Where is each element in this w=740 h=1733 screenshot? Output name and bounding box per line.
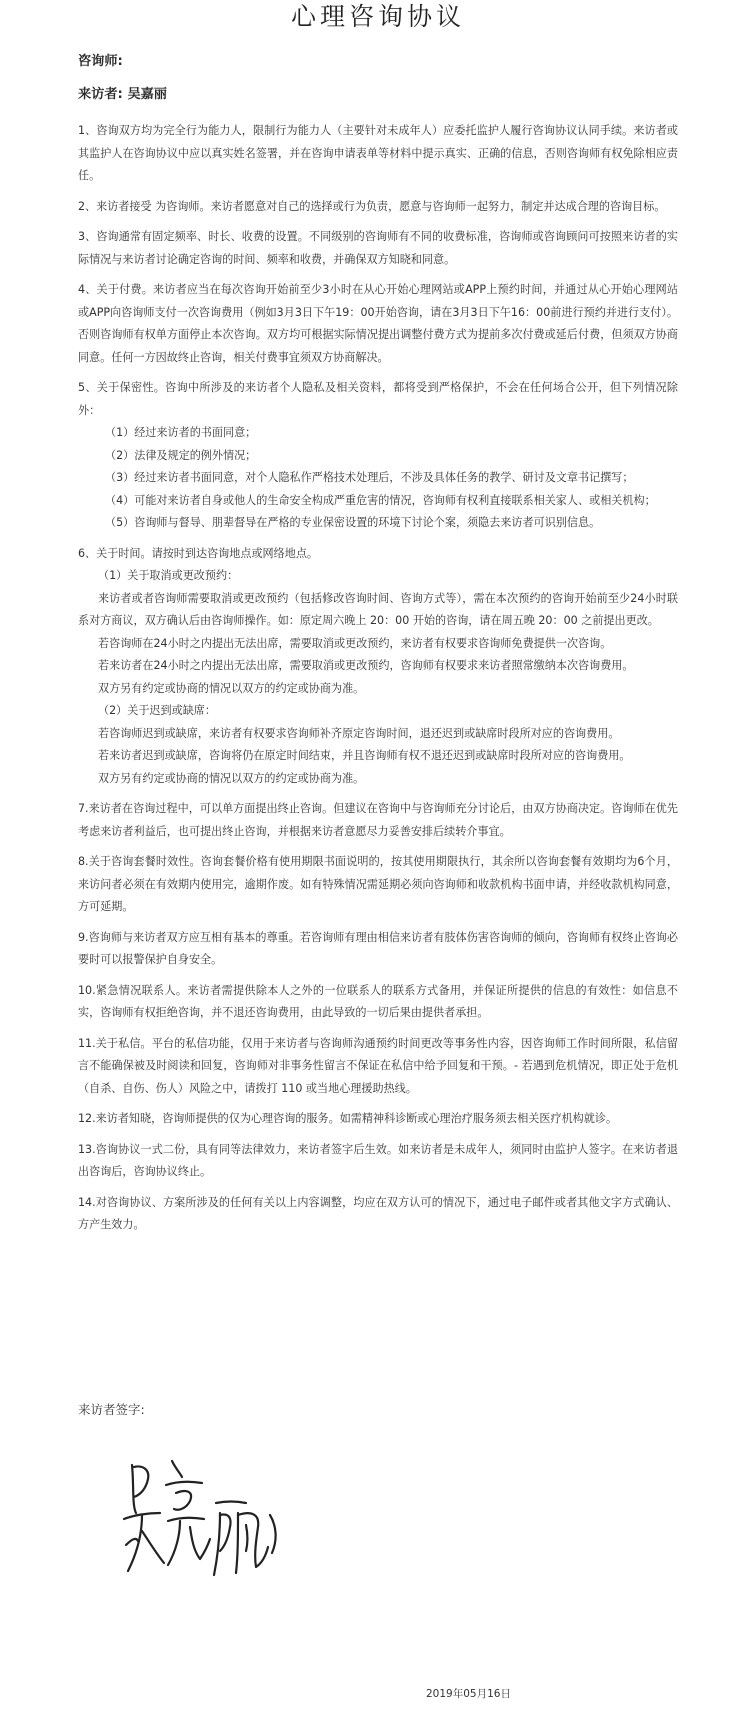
clause-5-item: （3）经过来访者书面同意，对个人隐私作严格技术处理后，不涉及具体任务的教学、研讨及文章书记撰写； bbox=[105, 471, 634, 484]
visitor-name: 吴嘉丽 bbox=[127, 87, 167, 102]
clause-13: 13.咨询协议一式二份，具有同等法律效力，来访者签字后生效。如来访者是未成年人，须同时由监护人签字。在来访者退出咨询后，咨询协议终止。 bbox=[78, 1142, 678, 1178]
clause-4: 4、关于付费。来访者应当在每次咨询开始前至少3小时在从心开始心理网站或APP上预约时间，并通过从心开始心理网站或APP向咨询师支付一次咨询费用（例如3月3日下午19：00开始咨询，请在3月3日下午16：00前进行预约并进行支付）。否则咨询师有权单方面停止本次咨询。双方均可根据实际情况提出调整付费方式为提前多次付费或延后付费，但须双方协商同意。任何一方因故终止咨询，相关付费事宜须双方协商解决。 bbox=[78, 283, 678, 364]
clause-1: 1、咨询双方均为完全行为能力人，限制行为能力人（主要针对未成年人）应委托监护人履行咨询协议认同手续。来访者或其监护人在咨询协议中应以真实姓名签署，并在咨询申请表单等材料中提示真实、正确的信息，否则咨询师有权免除相应责任。 bbox=[78, 124, 678, 182]
clause-2: 2、来访者接受 为咨询师。来访者愿意对自己的选择或行为负责，愿意与咨询师一起努力，制定并达成合理的咨询目标。 bbox=[78, 199, 666, 213]
counselor-label: 咨询师: bbox=[78, 54, 123, 69]
visitor-label: 来访者: bbox=[78, 87, 123, 102]
clause-5-item: （2）法律及规定的例外情况； bbox=[105, 448, 257, 462]
clause-5-item: （4）可能对来访者自身或他人的生命安全构成严重危害的情况，咨询师有权利直接联系相关家人、或相关机构； bbox=[105, 493, 656, 507]
clause-6: 6、关于时间。请按时到达咨询地点或网络地点。 bbox=[78, 546, 319, 560]
clause-6-sub2-title: （2）关于迟到或缺席： bbox=[98, 704, 216, 717]
clause-6-group bbox=[78, 543, 678, 791]
clause-6-sub1-title: （1）关于取消或更改预约： bbox=[98, 569, 239, 582]
clause-7: 7.来访者在咨询过程中，可以单方面提出终止咨询。但建议在咨询中与咨询师充分讨论后，由双方协商决定。咨询师在优先考虑来访者利益后，也可提出终止咨询，并根据来访者意愿尽力妥善安排后续转介事宜。 bbox=[78, 802, 678, 838]
signing-date: 2019年05月16日 bbox=[426, 1688, 511, 1700]
clause-6-sub2-line: 若来访者迟到或缺席，咨询将仍在原定时间结束，并且咨询师有权不退还迟到或缺席时段所对应的咨询费用。 bbox=[98, 749, 631, 762]
clause-11: 11.关于私信。平台的私信功能，仅用于来访者与咨询师沟通预约时间更改等事务性内容，因咨询师工作时间所限，私信留言不能确保被及时阅读和回复，咨询师对非事务性留言不保证在私信中给予回复和干预。- 若遇到危机情况，即正处于危机（自杀、自伤、伤人）风险之中，请拨打 110 或当地心理援助热线。 bbox=[78, 1036, 678, 1095]
visitor-line bbox=[78, 87, 678, 103]
clause-10: 10.紧急情况联系人。来访者需提供除本人之外的一位联系人的联系方式备用，并保证所提供的信息的有效性：如信息不实，咨询师有权拒绝咨询，并不退还咨询费用，由此导致的一切后果由提供者承担。 bbox=[78, 983, 678, 1019]
document-title: 心理咨询协议 bbox=[290, 2, 465, 31]
clause-12: 12.来访者知晓，咨询师提供的仅为心理咨询的服务。如需精神科诊断或心理治疗服务须去相关医疗机构就诊。 bbox=[78, 1112, 618, 1125]
clause-6-sub2-line: 若咨询师迟到或缺席，来访者有权要求咨询师补齐原定咨询时间，退还迟到或缺席时段所对应的咨询费用。 bbox=[98, 726, 620, 740]
counselor-line bbox=[78, 54, 678, 70]
clause-5-group bbox=[78, 377, 678, 535]
clause-6-sub1-line: 若咨询师在24小时之内提出无法出席，需要取消或更改预约，来访者有权要求咨询师免费提供一次咨询。 bbox=[98, 636, 612, 650]
clause-5-item: （1）经过来访者的书面同意； bbox=[105, 426, 257, 439]
clause-8: 8.关于咨询套餐时效性。咨询套餐价格有使用期限书面说明的，按其使用期限执行，其余所以咨询套餐有效期均为6个月，来访问者必须在有效期内使用完，逾期作废。如有特殊情况需延期必须向咨询师和收款机构书面申请，并经收款机构同意，方可延期。 bbox=[78, 855, 678, 913]
clause-9: 9.咨询师与来访者双方应互相有基本的尊重。若咨询师有理由相信来访者有肢体伤害咨询师的倾向，咨询师有权终止咨询必要时可以报警保护自身安全。 bbox=[78, 930, 678, 966]
clause-6-sub2-line: 双方另有约定或协商的情况以双方的约定或协商为准。 bbox=[98, 771, 365, 785]
clause-5-item: （5）咨询师与督导、朋辈督导在严格的专业保密设置的环境下讨论个案，须隐去来访者可识别信息。 bbox=[105, 516, 601, 529]
clause-6-sub1-text: 来访者或者咨询师需要取消或更改预约（包括修改咨询时间、咨询方式等），需在本次预约的咨询开始前至少24小时联系对方商议，双方确认后由咨询师操作。如：原定周六晚上 20：00 开始的咨询，请在周五晚 20：00 之前提出更改。 bbox=[78, 591, 678, 627]
clause-6-sub1-line: 双方另有约定或协商的情况以双方的约定或协商为准。 bbox=[98, 681, 365, 695]
clause-6-sub1-line: 若来访者在24小时之内提出无法出席，需要取消或更改预约，咨询师有权要求来访者照常缴纳本次咨询费用。 bbox=[98, 659, 634, 672]
clause-5: 5、关于保密性。咨询中所涉及的来访者个人隐私及相关资料，都将受到严格保护，不会在任何场合公开，但下列情况除外： bbox=[78, 381, 678, 417]
clauses bbox=[78, 120, 678, 1237]
handwritten-signature bbox=[120, 1455, 320, 1615]
clause-3: 3、咨询通常有固定频率、时长、收费的设置。不同级别的咨询师有不同的收费标准，咨询师或咨询顾问可按照来访者的实际情况与来访者讨论确定咨询的时间、频率和收费，并确保双方知晓和同意。 bbox=[78, 230, 678, 266]
signature-label: 来访者签字: bbox=[78, 1402, 145, 1417]
clause-14: 14.对咨询协议、方案所涉及的任何有关以上内容调整，均应在双方认可的情况下，通过电子邮件或者其他文字方式确认、方产生效力。 bbox=[78, 1195, 678, 1231]
